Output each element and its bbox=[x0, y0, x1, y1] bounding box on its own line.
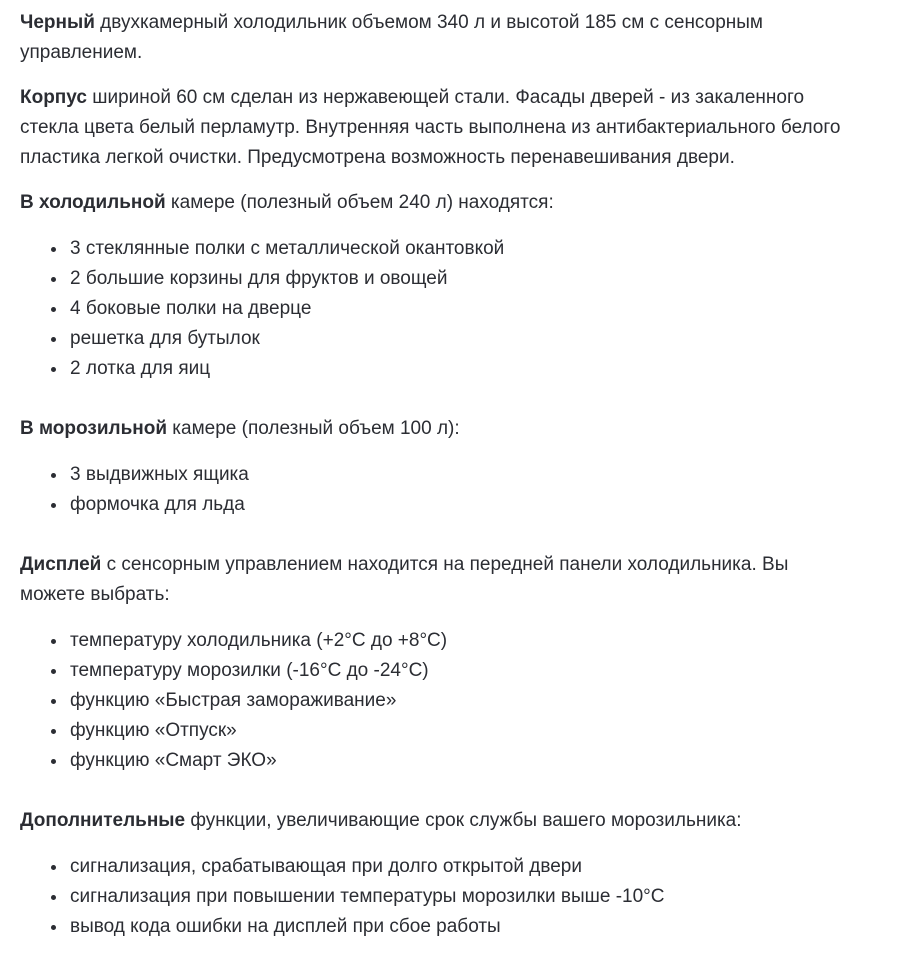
list-item: • сигнализация при повышении температуры морозилки выше -10°C bbox=[68, 882, 855, 912]
paragraph-lead: Корпус bbox=[20, 87, 87, 108]
paragraph-lead: Дополнительные bbox=[20, 810, 186, 831]
paragraph-body: с сенсорным управлением находится на передней панели холодильника. Вы можете выбрать: bbox=[20, 554, 789, 605]
list-item: • 3 стеклянные полки с металлической окантовкой bbox=[68, 234, 855, 264]
list-item: • температуру морозилки (-16°C до -24°C) bbox=[68, 656, 855, 686]
list-item: • 2 лотка для яиц bbox=[68, 354, 855, 384]
section-additional-functions bbox=[20, 806, 855, 942]
paragraph bbox=[20, 550, 855, 610]
list-item: • функцию «Быстрая замораживание» bbox=[68, 686, 855, 716]
paragraph-lead: В морозильной bbox=[20, 418, 168, 439]
list-item: • сигнализация, срабатывающая при долго открытой двери bbox=[68, 852, 855, 882]
paragraph-body: камере (полезный объем 240 л) находятся: bbox=[165, 192, 554, 213]
paragraph-lead: В холодильной bbox=[20, 192, 166, 213]
section-overview bbox=[20, 8, 855, 68]
list-item: • вывод кода ошибки на дисплей при сбое работы bbox=[68, 912, 855, 942]
section-freezer-compartment bbox=[20, 414, 855, 520]
feature-list bbox=[20, 460, 855, 520]
paragraph bbox=[20, 83, 855, 173]
list-item: • температуру холодильника (+2°C до +8°C) bbox=[68, 626, 855, 656]
paragraph-lead: Черный bbox=[20, 12, 95, 33]
paragraph bbox=[20, 188, 855, 218]
paragraph bbox=[20, 806, 855, 836]
list-item: • функцию «Смарт ЭКО» bbox=[68, 746, 855, 776]
paragraph-lead: Дисплей bbox=[20, 554, 102, 575]
paragraph-body: камере (полезный объем 100 л): bbox=[167, 418, 460, 439]
list-item: • формочка для льда bbox=[68, 490, 855, 520]
feature-list bbox=[20, 234, 855, 384]
list-item: • функцию «Отпуск» bbox=[68, 716, 855, 746]
paragraph-body: двухкамерный холодильник объемом 340 л и высотой 185 см с сенсорным управлением. bbox=[20, 12, 763, 63]
section-fridge-compartment bbox=[20, 188, 855, 384]
list-item: • решетка для бутылок bbox=[68, 324, 855, 354]
list-item: • 2 большие корзины для фруктов и овощей bbox=[68, 264, 855, 294]
paragraph bbox=[20, 414, 855, 444]
list-item: • 4 боковые полки на дверце bbox=[68, 294, 855, 324]
feature-list bbox=[20, 852, 855, 942]
paragraph-body: шириной 60 см сделан из нержавеющей стали. Фасады дверей - из закаленного стекла цвета белый перламутр. Внутренняя часть выполнена из антибактериального белого пластика легкой очистки. Предусмотрена возможность перенавешивания двери. bbox=[20, 87, 841, 168]
feature-list bbox=[20, 626, 855, 776]
paragraph-body: функции, увеличивающие срок службы вашего морозильника: bbox=[185, 810, 742, 831]
section-body-materials bbox=[20, 83, 855, 173]
section-display bbox=[20, 550, 855, 776]
paragraph bbox=[20, 8, 855, 68]
list-item: • 3 выдвижных ящика bbox=[68, 460, 855, 490]
